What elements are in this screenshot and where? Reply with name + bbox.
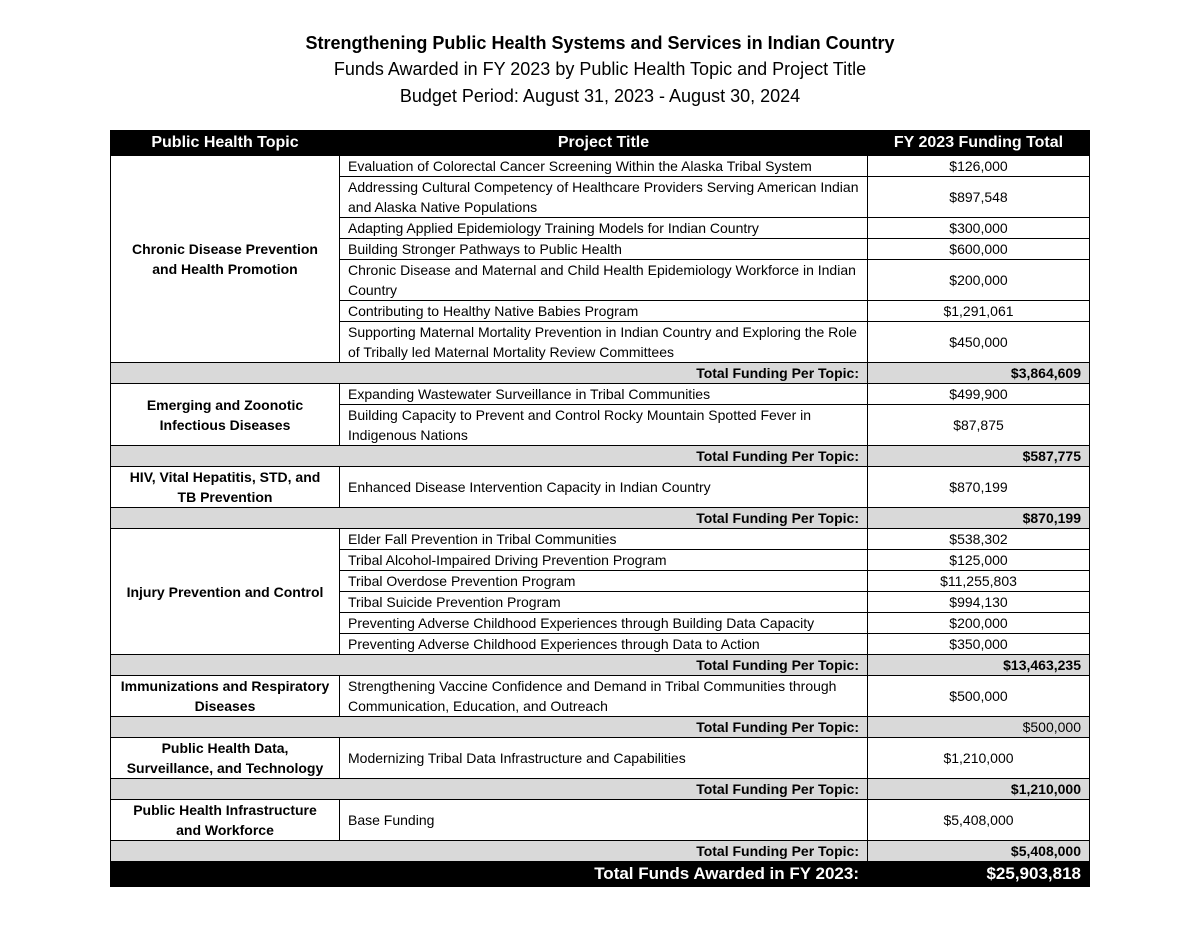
report-subtitle: Funds Awarded in FY 2023 by Public Health Topic and Project Title [333,59,867,79]
project-amount: $125,000 [868,550,1090,571]
grand-total-row [111,862,1090,887]
project-title: Expanding Wastewater Surveillance in Tribal Communities [340,384,868,405]
project-amount: $5,408,000 [868,800,1090,841]
subtotal-label: Total Funding Per Topic: [111,655,868,676]
subtotal-row [111,655,1090,676]
project-title: Adapting Applied Epidemiology Training Models for Indian Country [340,218,868,239]
project-amount: $126,000 [868,156,1090,177]
column-header-project: Project Title [340,131,868,156]
subtotal-value: $3,864,609 [868,363,1090,384]
project-amount: $200,000 [868,260,1090,301]
project-amount: $300,000 [868,218,1090,239]
project-amount: $600,000 [868,239,1090,260]
project-amount: $1,210,000 [868,738,1090,779]
table-row [111,676,1090,717]
topic-cell: Public Health Infrastructure and Workforce [111,800,340,841]
project-amount: $538,302 [868,529,1090,550]
project-title: Strengthening Vaccine Confidence and Demand in Tribal Communities through Communication, Education, and Outreach [340,676,868,717]
subtotal-label: Total Funding Per Topic: [111,363,868,384]
subtotal-label: Total Funding Per Topic: [111,841,868,862]
topic-cell: Public Health Data, Surveillance, and Technology [111,738,340,779]
subtotal-value: $500,000 [868,717,1090,738]
project-amount: $450,000 [868,322,1090,363]
topic-cell: Chronic Disease Prevention and Health Promotion [111,156,340,363]
subtotal-row [111,508,1090,529]
grand-total-label: Total Funds Awarded in FY 2023: [111,862,868,887]
subtotal-row [111,841,1090,862]
subtotal-row [111,363,1090,384]
subtotal-label: Total Funding Per Topic: [111,779,868,800]
project-amount: $870,199 [868,467,1090,508]
project-amount: $200,000 [868,613,1090,634]
topic-cell: HIV, Vital Hepatitis, STD, and TB Prevention [111,467,340,508]
subtotal-value: $870,199 [868,508,1090,529]
project-amount: $1,291,061 [868,301,1090,322]
subtotal-value: $5,408,000 [868,841,1090,862]
table-row [111,529,1090,550]
table-header-row [111,131,1090,156]
subtotal-label: Total Funding Per Topic: [111,508,868,529]
project-title: Modernizing Tribal Data Infrastructure and Capabilities [340,738,868,779]
subtotal-value: $587,775 [868,446,1090,467]
funding-table [110,130,1090,887]
project-title: Enhanced Disease Intervention Capacity in Indian Country [340,467,868,508]
project-title: Addressing Cultural Competency of Healthcare Providers Serving American Indian and Alaska Native Populations [340,177,868,218]
project-amount: $897,548 [868,177,1090,218]
project-amount: $994,130 [868,592,1090,613]
project-title: Building Stronger Pathways to Public Health [340,239,868,260]
project-amount: $87,875 [868,405,1090,446]
table-row [111,384,1090,405]
table-row [111,156,1090,177]
topic-cell: Injury Prevention and Control [111,529,340,655]
project-title: Preventing Adverse Childhood Experiences through Building Data Capacity [340,613,868,634]
project-title: Tribal Suicide Prevention Program [340,592,868,613]
table-row [111,738,1090,779]
table-row [111,467,1090,508]
subtotal-value: $1,210,000 [868,779,1090,800]
subtotal-value: $13,463,235 [868,655,1090,676]
subtotal-label: Total Funding Per Topic: [111,446,868,467]
budget-period: Budget Period: August 31, 2023 - August 30, 2024 [399,86,801,106]
report-header [0,30,1200,110]
subtotal-row [111,446,1090,467]
topic-cell: Emerging and Zoonotic Infectious Diseases [111,384,340,446]
project-title: Base Funding [340,800,868,841]
project-title: Tribal Alcohol-Impaired Driving Prevention Program [340,550,868,571]
project-title: Building Capacity to Prevent and Control Rocky Mountain Spotted Fever in Indigenous Nations [340,405,868,446]
project-title: Elder Fall Prevention in Tribal Communities [340,529,868,550]
project-title: Chronic Disease and Maternal and Child Health Epidemiology Workforce in Indian Country [340,260,868,301]
subtotal-label: Total Funding Per Topic: [111,717,868,738]
subtotal-row [111,717,1090,738]
report-title: Strengthening Public Health Systems and Services in Indian Country [305,33,895,53]
project-amount: $11,255,803 [868,571,1090,592]
project-title: Supporting Maternal Mortality Prevention in Indian Country and Exploring the Role of Tribally led Maternal Mortality Review Committees [340,322,868,363]
column-header-funding: FY 2023 Funding Total [868,131,1090,156]
project-amount: $499,900 [868,384,1090,405]
topic-cell: Immunizations and Respiratory Diseases [111,676,340,717]
column-header-topic: Public Health Topic [111,131,340,156]
grand-total-value: $25,903,818 [868,862,1090,887]
project-title: Contributing to Healthy Native Babies Program [340,301,868,322]
project-title: Evaluation of Colorectal Cancer Screening Within the Alaska Tribal System [340,156,868,177]
subtotal-row [111,779,1090,800]
project-amount: $500,000 [868,676,1090,717]
table-row [111,800,1090,841]
project-title: Tribal Overdose Prevention Program [340,571,868,592]
project-amount: $350,000 [868,634,1090,655]
project-title: Preventing Adverse Childhood Experiences through Data to Action [340,634,868,655]
